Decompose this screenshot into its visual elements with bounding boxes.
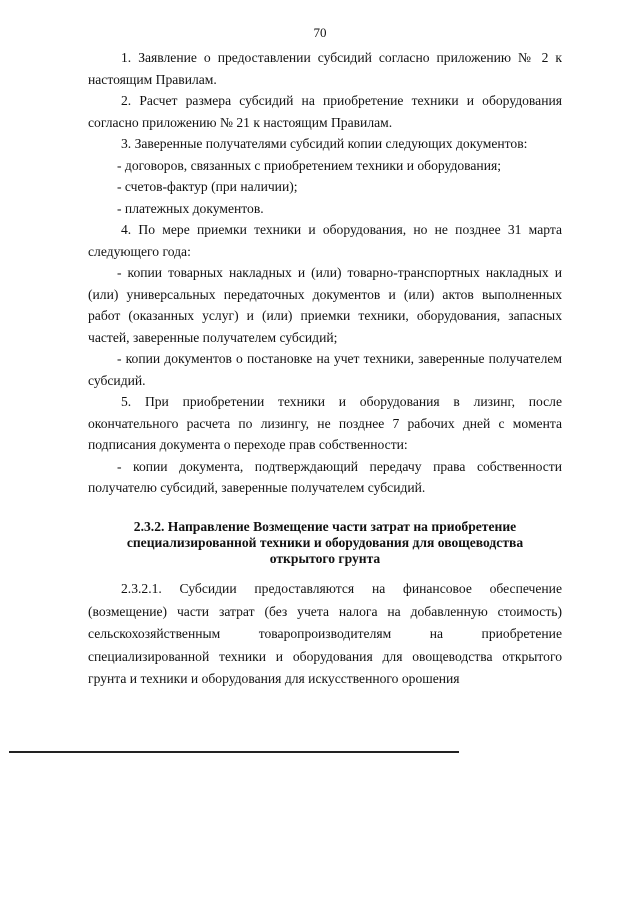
paragraph-item-2: 2. Расчет размера субсидий на приобретение техники и оборудования согласно приложению № 21 к настоящим Правилам. <box>88 93 562 130</box>
list-item: - договоров, связанных с приобретением техники и оборудования; <box>117 157 502 173</box>
section-heading-line: специализированной техники и оборудования для овощеводства <box>126 535 524 550</box>
section-heading-line: 2.3.2. Направление Возмещение части затрат на приобретение <box>133 519 517 534</box>
section-paragraph: 2.3.2.1. Субсидии предоставляются на финансовое обеспечение (возмещение) части затрат (без учета налога на добавленную стоимость) сельскохозяйственным товаропроизводителям на приобретение специализированной техники и оборудования для овощеводства открытого грунта и техники и оборудования для искусственного орошения <box>88 581 562 686</box>
section-heading <box>88 519 562 567</box>
paragraph-item-5: 5. При приобретении техники и оборудования в лизинг, после окончательного расчета по лизингу, не позднее 7 рабочих дней с момента подписания документа о переходе прав собственности: <box>88 394 562 452</box>
paragraph-item-4: 4. По мере приемки техники и оборудования, но не позднее 31 марта следующего года: <box>88 222 562 259</box>
page-number: 70 <box>313 25 327 40</box>
list-item: - платежных документов. <box>117 200 264 216</box>
list-item: - копии товарных накладных и (или) товарно-транспортных накладных и (или) универсальных передаточных документов и (или) актов выполненных работ (оказанных услуг) и (или) приемки техники, оборудования, запасных частей, заверенные получателем субсидий; <box>88 265 562 345</box>
list-item: - копии документов о постановке на учет техники, заверенные получателем субсидий. <box>88 351 562 388</box>
section-heading-line: открытого грунта <box>269 551 381 566</box>
section-body <box>88 578 562 691</box>
paragraph-item-3: 3. Заверенные получателями субсидий копии следующих документов: <box>121 136 528 151</box>
footer-divider <box>9 751 459 753</box>
list-item: - счетов-фактур (при наличии); <box>117 179 298 194</box>
document-body <box>88 47 562 499</box>
list-item: - копии документа, подтверждающий передачу права собственности получателю субсидий, заверенные получателем субсидий. <box>88 458 562 495</box>
paragraph-item-1: 1. Заявление о предоставлении субсидий согласно приложению № 2 к настоящим Правилам. <box>88 50 562 87</box>
